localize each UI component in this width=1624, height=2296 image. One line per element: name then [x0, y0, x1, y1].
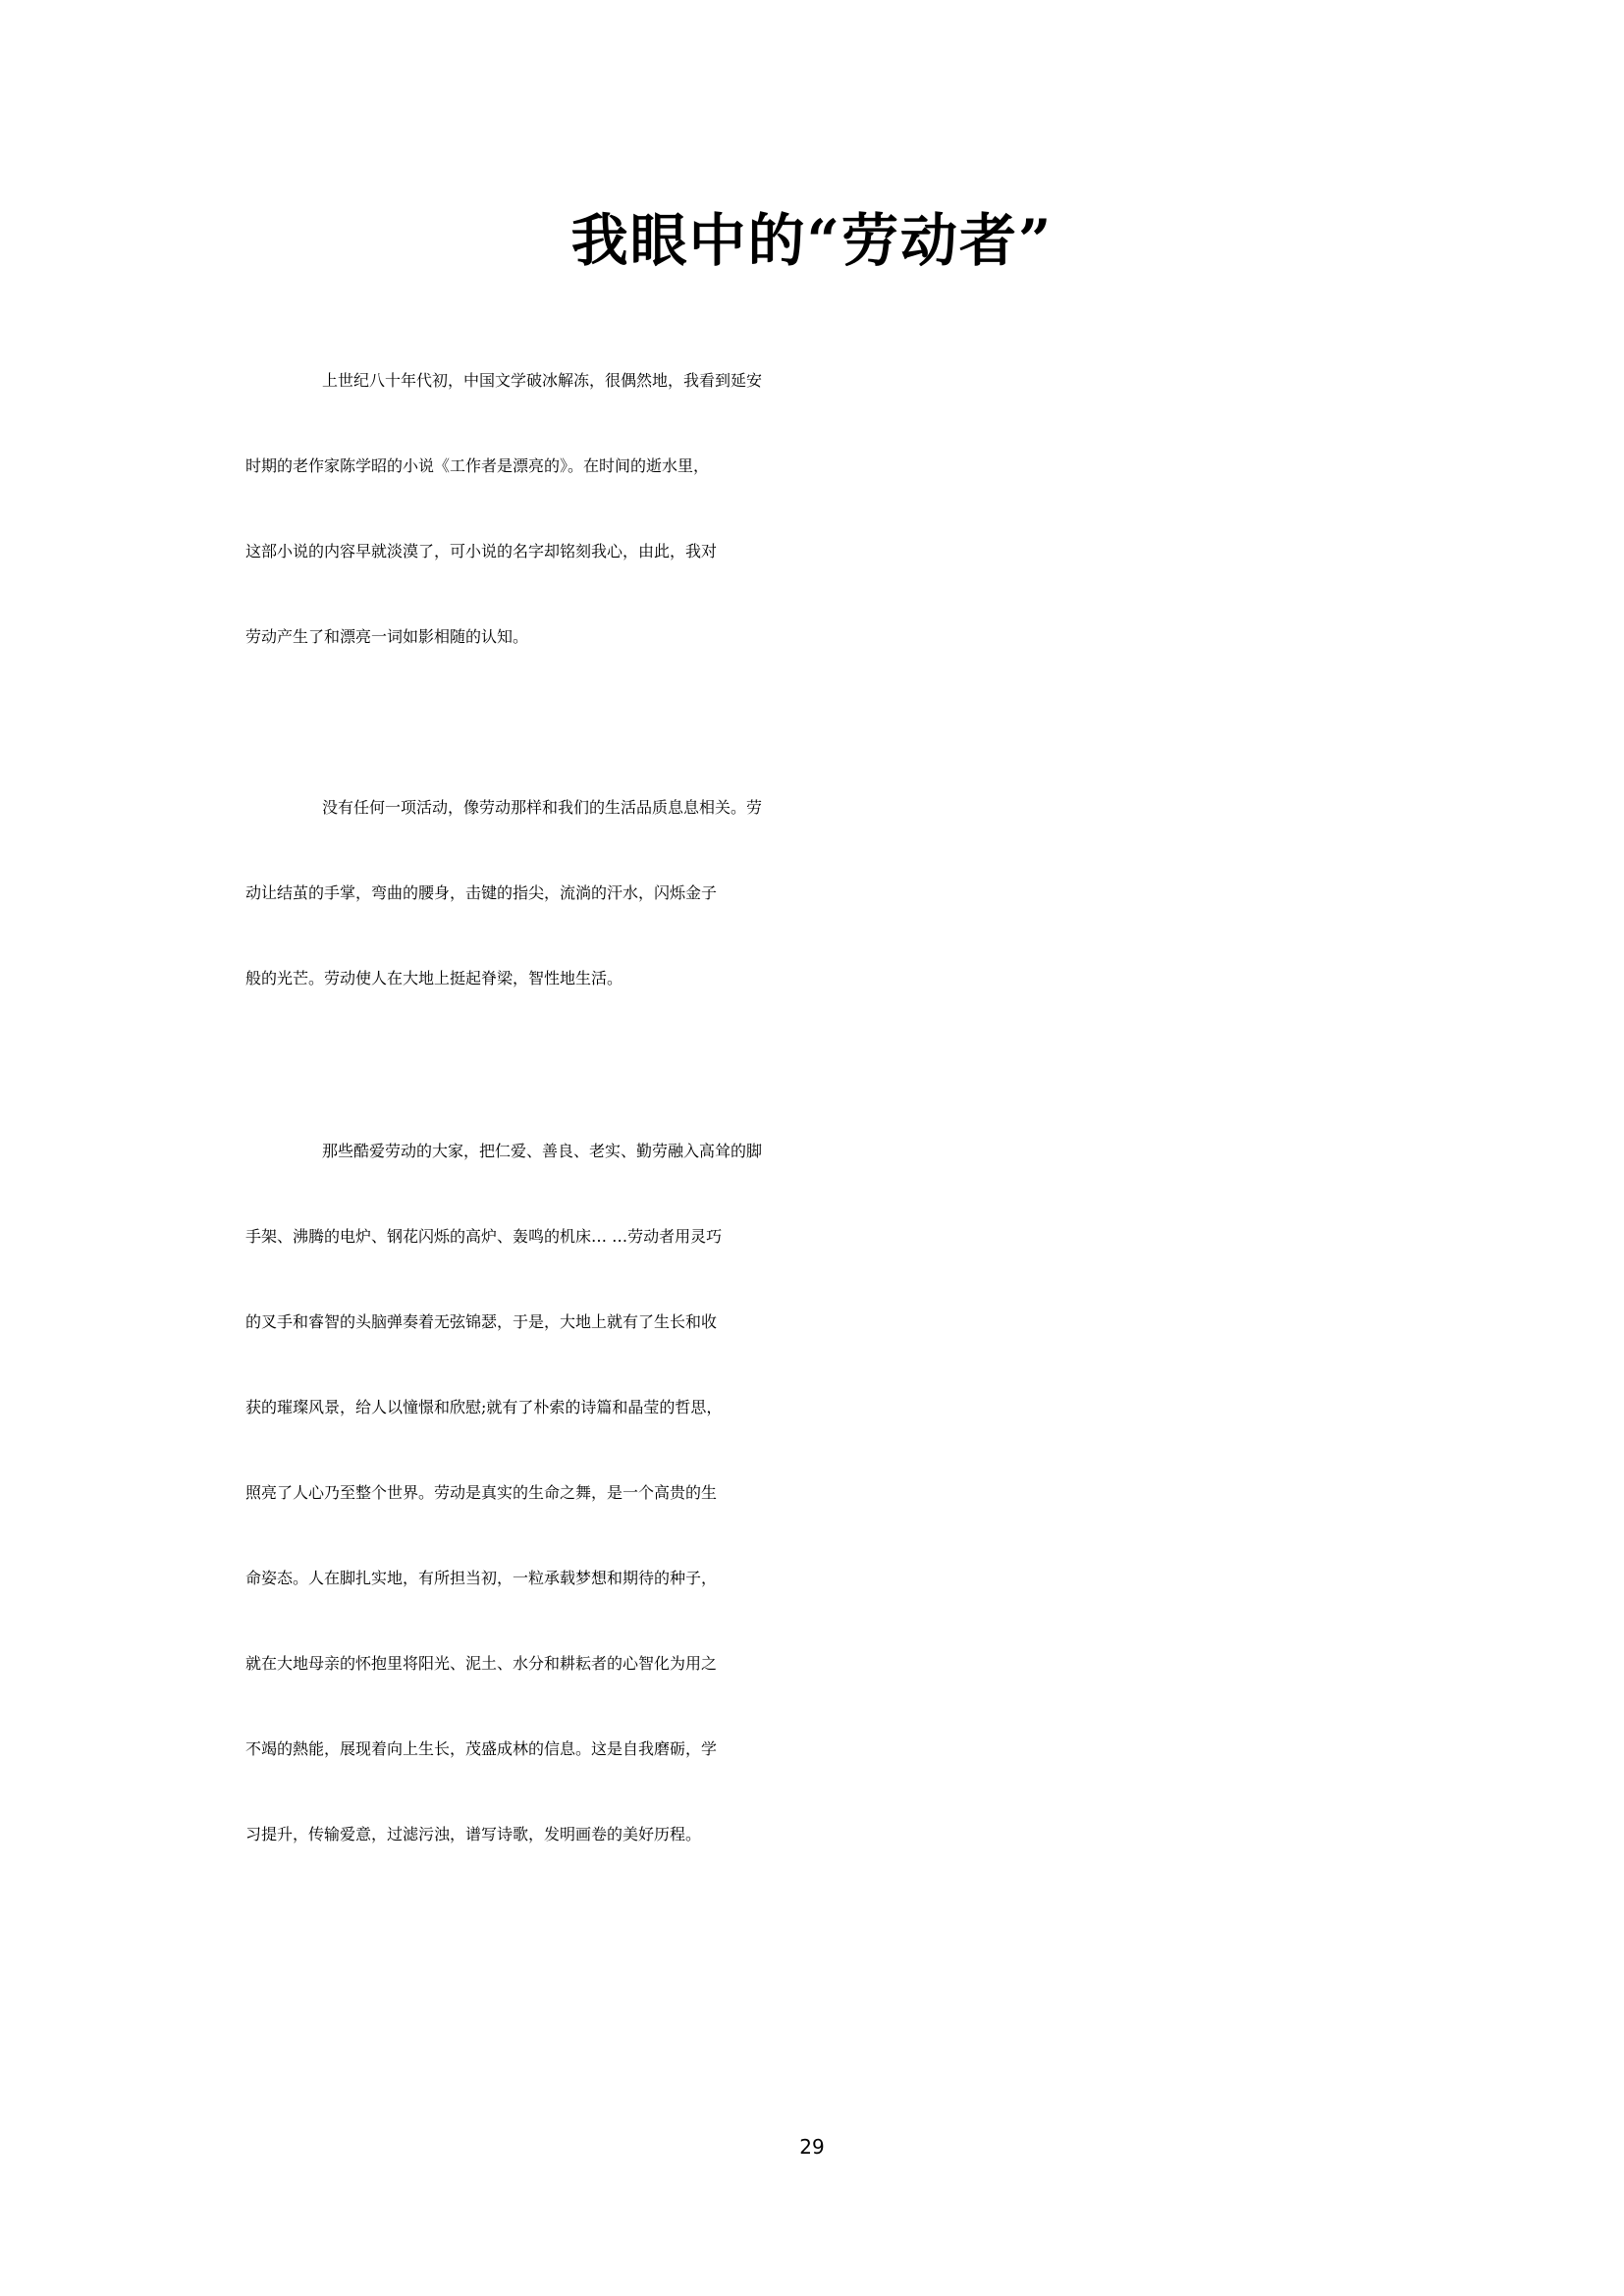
text-line: 动让结茧的手掌，弯曲的腰身，击键的指尖，流淌的汗水，闪烁金子 [245, 883, 718, 902]
text-line: 获的璀璨风景，给人以憧憬和欣慰;就有了朴索的诗篇和晶莹的哲思， [245, 1398, 723, 1416]
text-line: 就在大地母亲的怀抱里将阳光、泥土、水分和耕耘者的心智化为用之 [245, 1654, 718, 1673]
paragraph-3 [245, 1139, 1386, 1907]
page-number: 29 [799, 2135, 825, 2159]
page-title: 我眼中的“劳动者” [570, 207, 1054, 274]
text-line: 不竭的熱能，展现着向上生长，茂盛成林的信息。这是自我磨砺，学 [245, 1739, 718, 1758]
text-line: 命姿态。人在脚扎实地，有所担当初，一粒承载梦想和期待的种子， [245, 1569, 718, 1587]
text-line: 习提升，传输爱意，过滤污浊，谱写诗歌，发明画卷的美好历程。 [245, 1825, 702, 1843]
text-line: 劳动产生了和漂亮一词如影相随的认知。 [245, 627, 529, 646]
text-line: 这部小说的内容早就淡漠了，可小说的名字却铭刻我心，由此，我对 [245, 542, 718, 561]
paragraph-2 [245, 795, 1386, 1051]
text-line: 那些酷爱劳动的大家，把仁爱、善良、老实、勤劳融入高耸的脚 [322, 1142, 763, 1160]
text-line: 上世纪八十年代初，中国文学破冰解冻，很偶然地，我看到延安 [322, 371, 763, 390]
text-line: 照亮了人心乃至整个世界。劳动是真实的生命之舞，是一个高贵的生 [245, 1483, 718, 1502]
text-line: 的叉手和睿智的头脑弹奏着无弦锦瑟，于是，大地上就有了生长和收 [245, 1312, 718, 1331]
text-line: 般的光芒。劳动使人在大地上挺起脊梁，智性地生活。 [245, 969, 623, 988]
text-line: 手架、沸腾的电炉、钢花闪烁的高炉、轰鸣的机床… …劳动者用灵巧 [245, 1227, 723, 1246]
paragraph-1 [245, 368, 1386, 710]
text-line: 没有任何一项活动，像劳动那样和我们的生活品质息息相关。劳 [322, 798, 763, 817]
text-line: 时期的老作家陈学昭的小说《工作者是漂亮的》。在时间的逝水里， [245, 456, 710, 475]
